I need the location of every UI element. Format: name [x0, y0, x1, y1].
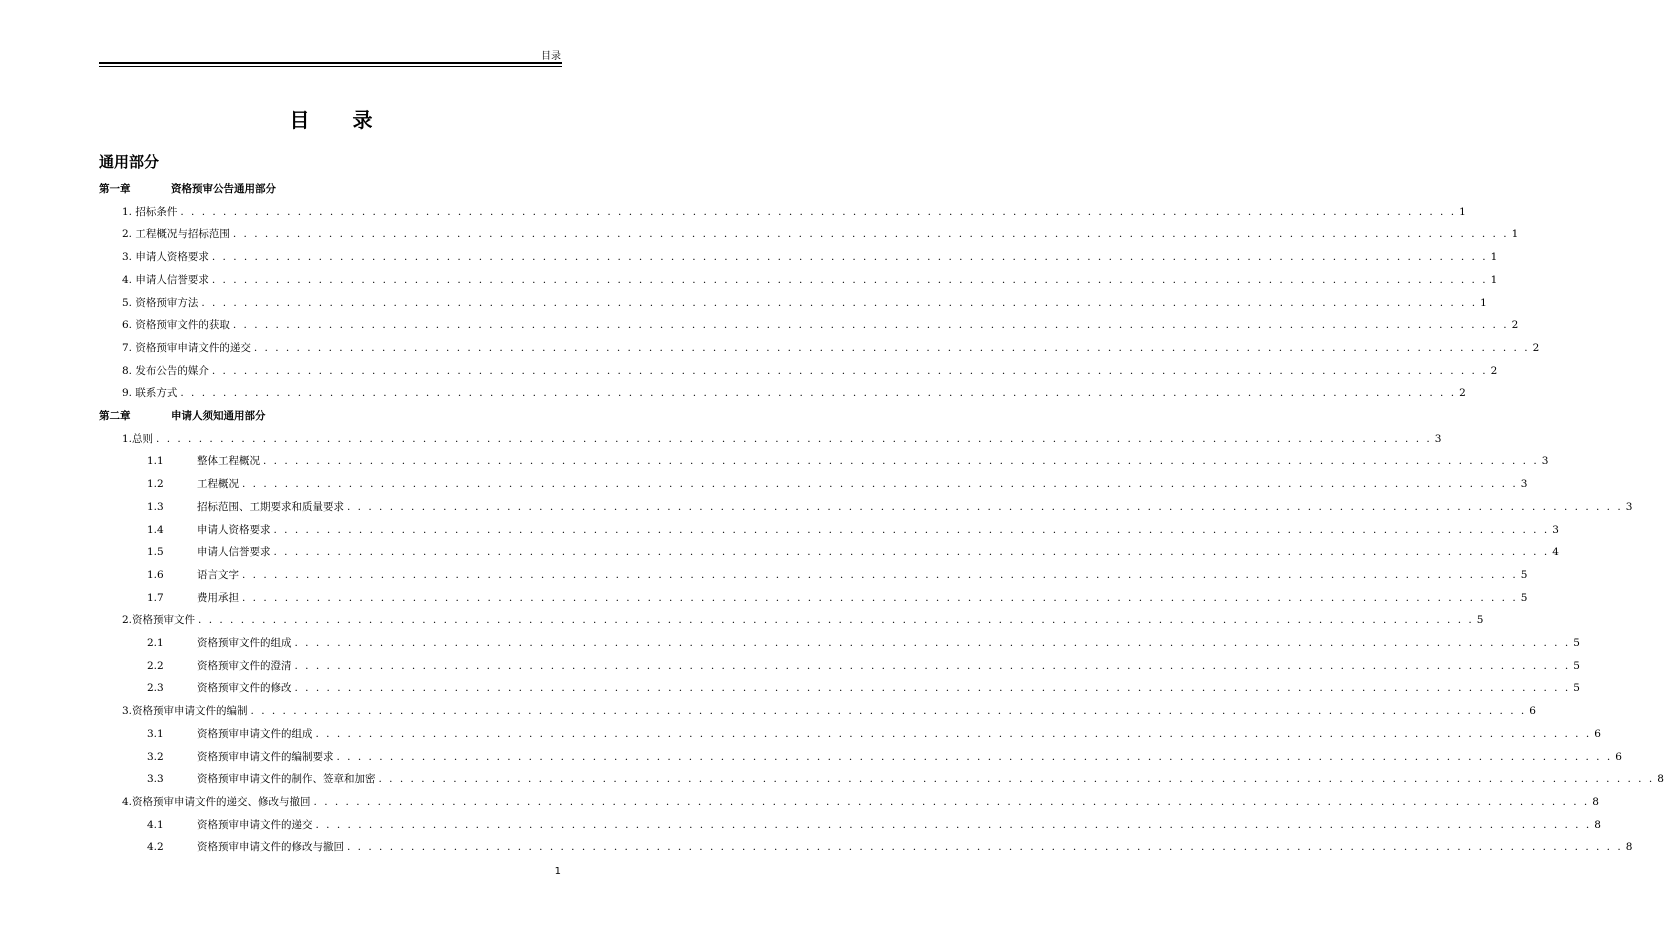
toc-entry-number: 4.1 [147, 818, 164, 831]
toc-entry-page: 8 [1592, 795, 1599, 808]
toc-entry [147, 566, 1528, 584]
toc-entry-row [0, 475, 1528, 493]
toc-entry-page: 3 [1625, 500, 1633, 513]
toc-leader-dots: . . . . . . . . . . . . . . . . . . . . . . . . . . . . . . . . . . . . . . . . . . . . . . . . . . . . . . . . . . . . . . . . . . . . . . . . . . . . . . . . . . . . . . . . . . . . . . . . . . . . . . . . . . . . . . . . . . . . . . . . [242, 591, 1518, 604]
toc-leader-dots: . . . . . . . . . . . . . . . . . . . . . . . . . . . . . . . . . . . . . . . . . . . . . . . . . . . . . . . . . . . . . . . . . . . . . . . . . . . . . . . . . . . . . . . . . . . . . . . . . . . . . . . . . . . . . . . . . . . . . . . . [273, 523, 1550, 536]
toc-entry-title: 整体工程概况 [197, 455, 260, 468]
toc-entry [122, 294, 1487, 312]
toc-entry [122, 225, 1519, 243]
toc-entry-title: 4.资格预审申请文件的递交、修改与撤回 [122, 795, 311, 808]
toc-leader-dots: . . . . . . . . . . . . . . . . . . . . . . . . . . . . . . . . . . . . . . . . . . . . . . . . . . . . . . . . . . . . . . . . . . . . . . . . . . . . . . . . . . . . . . . . . . . . . . . . . . . . . . . . . . . . . . . . . . . . . . . . [232, 228, 1509, 241]
toc-entry-text-wrap [147, 452, 260, 470]
toc-entry-row [0, 362, 1498, 380]
toc-entry-title: 工程概况 [197, 478, 239, 491]
toc-leader-dots: . . . . . . . . . . . . . . . . . . . . . . . . . . . . . . . . . . . . . . . . . . . . . . . . . . . . . . . . . . . . . . . . . . . . . . . . . . . . . . . . . . . . . . . . . . . . . . . . . . . . . . . . . . . . . . . . . . . . . . . . [211, 251, 1488, 264]
toc-chapter-row [0, 180, 662, 198]
toc-chapter-heading [99, 180, 276, 198]
toc-entry-title: 7. 资格预审申请文件的递交 [122, 341, 251, 354]
toc-chapter-row [0, 407, 662, 425]
toc-entry [122, 339, 1540, 357]
toc-leader-dots: . . . . . . . . . . . . . . . . . . . . . . . . . . . . . . . . . . . . . . . . . . . . . . . . . . . . . . . . . . . . . . . . . . . . . . . . . . . . . . . . . . . . . . . . . . . . . . . . . . . . . . . . . . . . . . . . . . . . . . . . [198, 614, 1474, 627]
toc-entry-title: 申请人资格要求 [197, 523, 271, 536]
toc-entry-page: 1 [1511, 228, 1519, 241]
toc-entry-title: 9. 联系方式 [122, 387, 178, 400]
toc-entry-row [0, 657, 1580, 675]
toc-entry [147, 498, 1633, 516]
toc-entry [122, 362, 1498, 380]
toc-entry-text-wrap [147, 498, 344, 516]
toc-entry-text-wrap [122, 702, 248, 720]
toc-entry-row [0, 589, 1528, 607]
toc-entry-number: 1.7 [147, 591, 164, 604]
toc-leader-dots: . . . . . . . . . . . . . . . . . . . . . . . . . . . . . . . . . . . . . . . . . . . . . . . . . . . . . . . . . . . . . . . . . . . . . . . . . . . . . . . . . . . . . . . . . . . . . . . . . . . . . . . . . . . . . . . . . . . . . . . . [273, 546, 1550, 559]
toc-entry-title: 6. 资格预审文件的获取 [122, 319, 230, 332]
toc-entry-title: 2. 工程概况与招标范围 [122, 228, 230, 241]
toc-entry-row [0, 611, 1484, 629]
toc-chapter-number: 第二章 [99, 410, 131, 422]
toc-entry-page: 2 [1511, 319, 1519, 332]
toc-leader-dots: . . . . . . . . . . . . . . . . . . . . . . . . . . . . . . . . . . . . . . . . . . . . . . . . . . . . . . . . . . . . . . . . . . . . . . . . . . . . . . . . . . . . . . . . . . . . . . . . . . . . . . . . . . . . . . . . . . . . . . . . [315, 818, 1592, 831]
toc-leader-dots: . . . . . . . . . . . . . . . . . . . . . . . . . . . . . . . . . . . . . . . . . . . . . . . . . . . . . . . . . . . . . . . . . . . . . . . . . . . . . . . . . . . . . . . . . . . . . . . . . . . . . . . . . . . . . . . . . . . . . . . . [232, 319, 1509, 332]
toc-entry-text-wrap [147, 838, 344, 856]
toc-entry [122, 316, 1519, 334]
toc-leader-dots: . . . . . . . . . . . . . . . . . . . . . . . . . . . . . . . . . . . . . . . . . . . . . . . . . . . . . . . . . . . . . . . . . . . . . . . . . . . . . . . . . . . . . . . . . . . . . . . . . . . . . . . . . . . . . . . . . . . . . . . . [315, 727, 1592, 740]
toc-leader-dots: . . . . . . . . . . . . . . . . . . . . . . . . . . . . . . . . . . . . . . . . . . . . . . . . . . . . . . . . . . . . . . . . . . . . . . . . . . . . . . . . . . . . . . . . . . . . . . . . . . . . . . . . . . . . . . . . . . . . . . . . [347, 500, 1623, 513]
toc-entry-title: 资格预审文件的修改 [197, 682, 292, 695]
toc-entry [147, 452, 1549, 470]
toc-entry [147, 725, 1601, 743]
toc-entry-text-wrap [122, 248, 209, 266]
toc-entry-title: 1. 招标条件 [122, 205, 178, 218]
toc-entry-page: 5 [1520, 568, 1528, 581]
toc-entry [122, 702, 1536, 720]
toc-chapter-heading [99, 407, 266, 425]
toc-leader-dots: . . . . . . . . . . . . . . . . . . . . . . . . . . . . . . . . . . . . . . . . . . . . . . . . . . . . . . . . . . . . . . . . . . . . . . . . . . . . . . . . . . . . . . . . . . . . . . . . . . . . . . . . . . . . . . . . . . . . . . . . [180, 205, 1457, 218]
toc-entry [147, 634, 1580, 652]
toc-entry-page: 1 [1459, 205, 1466, 218]
toc-entry-number: 2.3 [147, 682, 164, 695]
toc-entry-text-wrap [122, 384, 177, 402]
toc-entry-page: 1 [1490, 251, 1498, 264]
toc-entry [122, 203, 1466, 221]
toc-entry-page: 5 [1573, 682, 1580, 695]
toc-entry-row [0, 271, 1498, 289]
toc-entry-row [0, 816, 1601, 834]
toc-entry-text-wrap [147, 748, 334, 766]
toc-entry-page: 3 [1552, 523, 1559, 536]
toc-entry-title: 3. 申请人资格要求 [122, 251, 209, 264]
toc-entry-text-wrap [147, 543, 271, 561]
toc-entry-row [0, 748, 1622, 766]
toc-entry-page: 5 [1476, 614, 1484, 627]
toc-entry-title: 4. 申请人信誉要求 [122, 273, 209, 286]
toc-entry-text-wrap [147, 725, 313, 743]
toc-entry-number: 1.3 [147, 500, 164, 513]
toc-entry-title: 资格预审申请文件的修改与撤回 [197, 841, 344, 854]
toc-entry-text-wrap [122, 611, 195, 629]
toc-entry-number: 3.1 [147, 727, 164, 740]
toc-chapter-title: 申请人须知通用部分 [171, 410, 266, 422]
toc-entry-page: 8 [1625, 841, 1633, 854]
toc-entry-page: 2 [1459, 387, 1466, 400]
toc-entry [122, 271, 1498, 289]
toc-leader-dots: . . . . . . . . . . . . . . . . . . . . . . . . . . . . . . . . . . . . . . . . . . . . . . . . . . . . . . . . . . . . . . . . . . . . . . . . . . . . . . . . . . . . . . . . . . . . . . . . . . . . . . . . . . . . . . . . . . . . . . . . [313, 795, 1590, 808]
toc-entry [147, 816, 1601, 834]
toc-leader-dots: . . . . . . . . . . . . . . . . . . . . . . . . . . . . . . . . . . . . . . . . . . . . . . . . . . . . . . . . . . . . . . . . . . . . . . . . . . . . . . . . . . . . . . . . . . . . . . . . . . . . . . . . . . . . . . . . . . . . . . . . [253, 341, 1530, 354]
toc-entry-row [0, 248, 1498, 266]
toc-entry-text-wrap [147, 589, 239, 607]
toc-entry-number: 3.2 [147, 750, 164, 763]
toc-entry [147, 679, 1580, 697]
toc-leader-dots: . . . . . . . . . . . . . . . . . . . . . . . . . . . . . . . . . . . . . . . . . . . . . . . . . . . . . . . . . . . . . . . . . . . . . . . . . . . . . . . . . . . . . . . . . . . . . . . . . . . . . . . . . . . . . . . . . . . . . . . . [242, 568, 1518, 581]
toc-entry-row [0, 339, 1540, 357]
toc-entry-text-wrap [122, 430, 153, 448]
toc-entry-title: 资格预审申请文件的编制要求 [197, 750, 334, 763]
toc-entry-row [0, 203, 1466, 221]
toc-entry-row [0, 498, 1633, 516]
toc-entry [122, 248, 1498, 266]
toc-leader-dots: . . . . . . . . . . . . . . . . . . . . . . . . . . . . . . . . . . . . . . . . . . . . . . . . . . . . . . . . . . . . . . . . . . . . . . . . . . . . . . . . . . . . . . . . . . . . . . . . . . . . . . . . . . . . . . . . . . . . . . . . [294, 659, 1571, 672]
toc-leader-dots: . . . . . . . . . . . . . . . . . . . . . . . . . . . . . . . . . . . . . . . . . . . . . . . . . . . . . . . . . . . . . . . . . . . . . . . . . . . . . . . . . . . . . . . . . . . . . . . . . . . . . . . . . . . . . . . . . . . . . . . . [201, 296, 1478, 309]
toc-entry-number: 1.1 [147, 455, 164, 468]
toc-entry-number: 1.2 [147, 478, 164, 491]
toc-entry [122, 430, 1442, 448]
toc-entry-title: 招标范围、工期要求和质量要求 [197, 500, 344, 513]
toc-leader-dots: . . . . . . . . . . . . . . . . . . . . . . . . . . . . . . . . . . . . . . . . . . . . . . . . . . . . . . . . . . . . . . . . . . . . . . . . . . . . . . . . . . . . . . . . . . . . . . . . . . . . . . . . . . . . . . . . . . . . . . . . [211, 273, 1488, 286]
toc-entry-text-wrap [147, 566, 239, 584]
toc-entry-page: 1 [1480, 296, 1487, 309]
toc-entry-title: 8. 发布公告的媒介 [122, 364, 209, 377]
toc-entry [122, 384, 1466, 402]
toc-entry-title: 资格预审申请文件的制作、签章和加密 [197, 773, 376, 786]
page-header-label: 目录 [541, 51, 561, 62]
toc-entry-title: 资格预审申请文件的组成 [197, 727, 313, 740]
toc-entry [147, 770, 1664, 788]
toc-entry-page: 3 [1541, 455, 1549, 468]
toc-entry-page: 5 [1520, 591, 1528, 604]
toc-entry-text-wrap [122, 294, 198, 312]
toc-entry-number: 1.5 [147, 546, 164, 559]
toc-leader-dots: . . . . . . . . . . . . . . . . . . . . . . . . . . . . . . . . . . . . . . . . . . . . . . . . . . . . . . . . . . . . . . . . . . . . . . . . . . . . . . . . . . . . . . . . . . . . . . . . . . . . . . . . . . . . . . . . . . . . . . . . [347, 841, 1623, 854]
toc-entry-number: 1.6 [147, 568, 164, 581]
toc-leader-dots: . . . . . . . . . . . . . . . . . . . . . . . . . . . . . . . . . . . . . . . . . . . . . . . . . . . . . . . . . . . . . . . . . . . . . . . . . . . . . . . . . . . . . . . . . . . . . . . . . . . . . . . . . . . . . . . . . . . . . . . . [156, 432, 1432, 445]
toc-entry-text-wrap [122, 203, 177, 221]
toc-entry-title: 3.资格预审申请文件的编制 [122, 705, 248, 718]
toc-entry-row [0, 384, 1466, 402]
toc-entry-row [0, 566, 1528, 584]
toc-entry-title: 1.总则 [122, 432, 154, 445]
toc-entry-page: 5 [1573, 637, 1580, 649]
toc-entry-title: 资格预审文件的澄清 [197, 659, 292, 672]
toc-entry-title: 资格预审文件的组成 [197, 637, 292, 649]
toc-entry-row [0, 294, 1487, 312]
toc-entry-page: 6 [1529, 705, 1536, 718]
toc-entry-row [0, 521, 1559, 539]
toc-leader-dots: . . . . . . . . . . . . . . . . . . . . . . . . . . . . . . . . . . . . . . . . . . . . . . . . . . . . . . . . . . . . . . . . . . . . . . . . . . . . . . . . . . . . . . . . . . . . . . . . . . . . . . . . . . . . . . . . . . . . . . . . [378, 773, 1655, 786]
toc-entry-page: 6 [1615, 750, 1622, 763]
toc-entry [122, 793, 1599, 811]
toc-entry-title: 费用承担 [197, 591, 239, 604]
toc-entry-page: 3 [1520, 478, 1528, 491]
toc-leader-dots: . . . . . . . . . . . . . . . . . . . . . . . . . . . . . . . . . . . . . . . . . . . . . . . . . . . . . . . . . . . . . . . . . . . . . . . . . . . . . . . . . . . . . . . . . . . . . . . . . . . . . . . . . . . . . . . . . . . . . . . . [180, 387, 1457, 400]
toc-entry-row [0, 543, 1559, 561]
toc-entry-page: 5 [1573, 659, 1580, 672]
toc-entry-text-wrap [122, 225, 230, 243]
toc-entry-text-wrap [122, 271, 209, 289]
toc-leader-dots: . . . . . . . . . . . . . . . . . . . . . . . . . . . . . . . . . . . . . . . . . . . . . . . . . . . . . . . . . . . . . . . . . . . . . . . . . . . . . . . . . . . . . . . . . . . . . . . . . . . . . . . . . . . . . . . . . . . . . . . . [250, 705, 1527, 718]
toc-leader-dots: . . . . . . . . . . . . . . . . . . . . . . . . . . . . . . . . . . . . . . . . . . . . . . . . . . . . . . . . . . . . . . . . . . . . . . . . . . . . . . . . . . . . . . . . . . . . . . . . . . . . . . . . . . . . . . . . . . . . . . . . [242, 478, 1518, 491]
toc-entry-row [0, 225, 1519, 243]
toc-entry-row [0, 793, 1599, 811]
toc-entry-title: 语言文字 [197, 568, 239, 581]
toc-entry-number: 4.2 [147, 841, 164, 854]
toc-entry [147, 748, 1622, 766]
toc-leader-dots: . . . . . . . . . . . . . . . . . . . . . . . . . . . . . . . . . . . . . . . . . . . . . . . . . . . . . . . . . . . . . . . . . . . . . . . . . . . . . . . . . . . . . . . . . . . . . . . . . . . . . . . . . . . . . . . . . . . . . . . . [336, 750, 1613, 763]
toc-entry-row [0, 452, 1549, 470]
toc-entry-page: 4 [1552, 546, 1559, 559]
toc-entry-row [0, 634, 1580, 652]
toc-entry-text-wrap [147, 657, 292, 675]
toc-leader-dots: . . . . . . . . . . . . . . . . . . . . . . . . . . . . . . . . . . . . . . . . . . . . . . . . . . . . . . . . . . . . . . . . . . . . . . . . . . . . . . . . . . . . . . . . . . . . . . . . . . . . . . . . . . . . . . . . . . . . . . . . [263, 455, 1539, 468]
toc-entry-text-wrap [122, 339, 251, 357]
toc-entry-number: 2.2 [147, 659, 164, 672]
toc-entry-page: 2 [1532, 341, 1540, 354]
toc-entry-row [0, 679, 1580, 697]
toc-entry-text-wrap [147, 770, 376, 788]
toc-entry-text-wrap [147, 634, 292, 652]
toc-entry-page: 6 [1594, 727, 1601, 740]
toc-entry-row [0, 770, 1664, 788]
toc-entry-title: 申请人信誉要求 [197, 546, 271, 559]
toc-entry-page: 8 [1657, 773, 1664, 786]
toc-entry-page: 3 [1434, 432, 1442, 445]
toc-entry-page: 8 [1594, 818, 1601, 831]
toc-entry [147, 521, 1559, 539]
toc-entry [122, 611, 1484, 629]
toc-entry-text-wrap [122, 793, 311, 811]
toc-entry [147, 657, 1580, 675]
toc-entry [147, 838, 1633, 856]
toc-entry-row [0, 316, 1519, 334]
toc-entry [147, 475, 1528, 493]
toc-entry-text-wrap [147, 475, 239, 493]
toc-entry-row [0, 702, 1536, 720]
toc-entry-number: 2.1 [147, 637, 164, 649]
toc-entry-text-wrap [122, 362, 209, 380]
toc-entry-text-wrap [147, 521, 271, 539]
toc-entry [147, 589, 1528, 607]
toc-chapter-number: 第一章 [99, 183, 131, 195]
section-heading: 通用部分 [99, 153, 160, 171]
toc-leader-dots: . . . . . . . . . . . . . . . . . . . . . . . . . . . . . . . . . . . . . . . . . . . . . . . . . . . . . . . . . . . . . . . . . . . . . . . . . . . . . . . . . . . . . . . . . . . . . . . . . . . . . . . . . . . . . . . . . . . . . . . . [294, 637, 1571, 649]
toc-entry-text-wrap [122, 316, 230, 334]
toc-entry-page: 2 [1490, 364, 1498, 377]
toc-entry-title: 5. 资格预审方法 [122, 296, 199, 309]
toc-entry-row [0, 725, 1601, 743]
toc-entry-number: 3.3 [147, 773, 164, 786]
toc-entry-title: 2.资格预审文件 [122, 614, 196, 627]
toc-entry-row [0, 838, 1633, 856]
toc-entry-row [0, 430, 1442, 448]
toc-entry-text-wrap [147, 679, 292, 697]
page-title: 目 录 [289, 108, 391, 132]
toc-entry-text-wrap [147, 816, 313, 834]
footer-page-number: 1 [554, 866, 561, 877]
toc-entry [147, 543, 1559, 561]
toc-entry-page: 1 [1490, 273, 1498, 286]
toc-chapter-title: 资格预审公告通用部分 [171, 183, 276, 195]
toc-leader-dots: . . . . . . . . . . . . . . . . . . . . . . . . . . . . . . . . . . . . . . . . . . . . . . . . . . . . . . . . . . . . . . . . . . . . . . . . . . . . . . . . . . . . . . . . . . . . . . . . . . . . . . . . . . . . . . . . . . . . . . . . [211, 364, 1488, 377]
toc-leader-dots: . . . . . . . . . . . . . . . . . . . . . . . . . . . . . . . . . . . . . . . . . . . . . . . . . . . . . . . . . . . . . . . . . . . . . . . . . . . . . . . . . . . . . . . . . . . . . . . . . . . . . . . . . . . . . . . . . . . . . . . . [294, 682, 1571, 695]
toc-entry-number: 1.4 [147, 523, 164, 536]
toc-entry-title: 资格预审申请文件的递交 [197, 818, 313, 831]
